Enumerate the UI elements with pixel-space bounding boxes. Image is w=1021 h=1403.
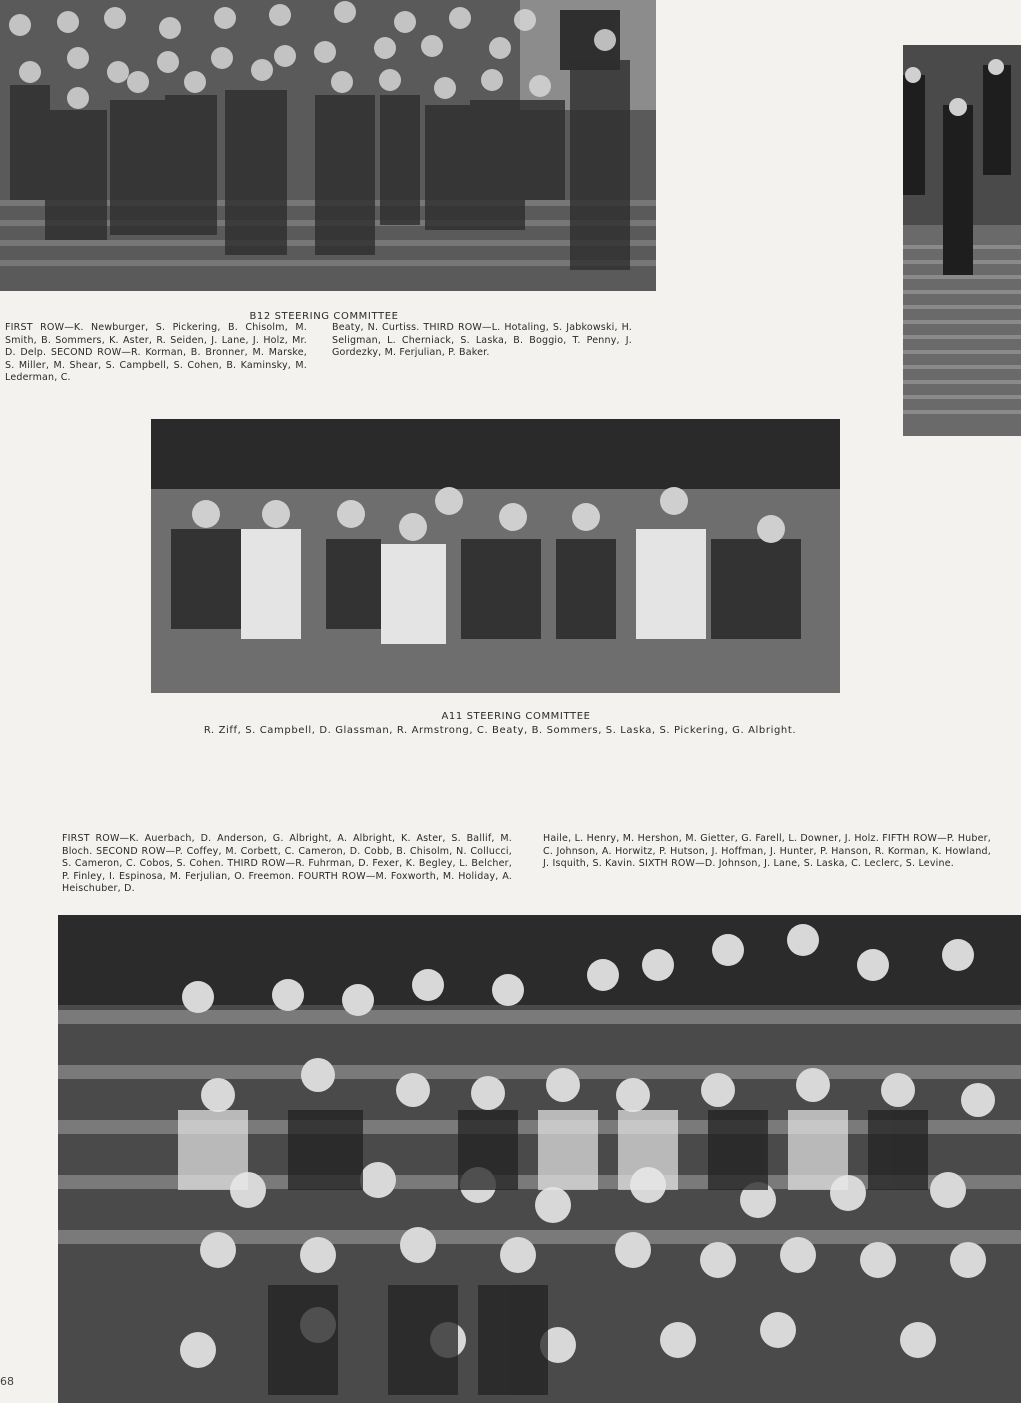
stairs-photo-scene — [903, 45, 1021, 436]
b12-names-col2: Beaty, N. Curtiss. THIRD ROW—L. Hotaling, S. Jabkowski, H. Seligman, L. Cherniack, S. Laska, B. Boggio, T. Penny, J. Gordezky, M. Ferjulian, P. Baker. — [332, 322, 632, 359]
group3-names-col2: Haile, L. Henry, M. Hershon, M. Gietter, G. Farell, L. Downer, J. Holz. FIFTH ROW—P. Huber, C. Johnson, A. Horwitz, P. Hutson, J. Hoffman, J. Hunter, P. Hanson, R. Korman, K. Howland, J. Isquith, S. Kavin. SIXTH ROW—D. Johnson, J. Lane, S. Laska, C. Leclerc, S. Levine. — [543, 833, 991, 870]
b12-title: B12 STEERING COMMITTEE — [249, 311, 399, 322]
a11-group-photo — [151, 419, 840, 693]
group3-names-col1: FIRST ROW—K. Auerbach, D. Anderson, G. Albright, A. Albright, K. Aster, S. Ballif, M. Bloch. SECOND ROW—P. Coffey, M. Corbett, C. Cameron, D. Cobb, B. Chisolm, N. Collucci, S. Cameron, C. Cobos, S. Cohen. THIRD ROW—R. Fuhrman, D. Fexer, K. Begley, L. Belcher, P. Finley, I. Espinosa, M. Ferjulian, O. Freemon. FOURTH ROW—M. Foxworth, M. Holiday, A. Heischuber, D. — [62, 833, 512, 895]
a11-title: A11 STEERING COMMITTEE — [441, 711, 591, 722]
a11-names: R. Ziff, S. Campbell, D. Glassman, R. Armstrong, C. Beaty, B. Sommers, S. Laska, S. Pickering, G. Albright. — [203, 725, 797, 736]
a11-photo-scene — [151, 419, 840, 693]
page-number: 68 — [0, 1375, 14, 1388]
b12-group-photo — [0, 0, 656, 291]
b12-photo-scene — [0, 0, 656, 291]
side-stairs-photo — [903, 45, 1021, 436]
bleacher-group-photo — [58, 915, 1021, 1403]
b12-names-col1: FIRST ROW—K. Newburger, S. Pickering, B. Chisolm, M. Smith, B. Sommers, K. Aster, R. Seiden, J. Lane, J. Holz, Mr. D. Delp. SECOND ROW—R. Korman, B. Bronner, M. Marske, S. Miller, M. Shear, S. Campbell, S. Cohen, B. Kaminsky, M. Lederman, C. — [5, 322, 307, 384]
bleacher-photo-scene — [58, 915, 1021, 1403]
